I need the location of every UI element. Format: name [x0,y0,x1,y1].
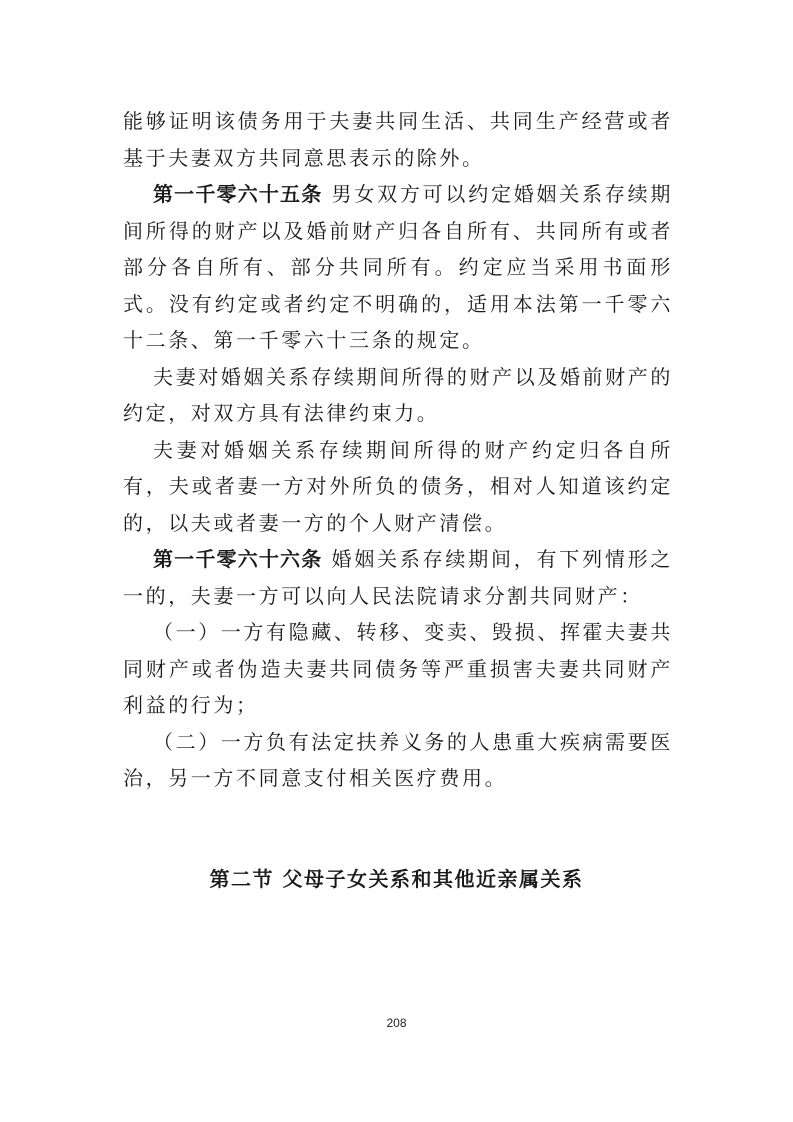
article-1066-paragraph [123,541,673,614]
list-item [123,614,673,724]
paragraph [123,432,673,542]
paragraph-text: 婚姻关系存续期间，有下列情形之一的，夫妻一方可以向人民法院请求分割共同财产： [123,547,673,608]
paragraph [123,359,673,432]
section-heading: 第二节 父母子女关系和其他近亲属关系 [209,867,584,891]
list-item [123,724,673,797]
paragraph-text: （二）一方负有法定扶养义务的人患重大疾病需要医治，另一方不同意支付相关医疗费用。 [123,729,673,790]
paragraph-text: 夫妻对婚姻关系存续期间所得的财产约定归各自所有，夫或者妻一方对外所负的债务，相对人知道该约定的，以夫或者妻一方的个人财产清偿。 [123,437,673,535]
article-1065-paragraph [123,176,673,359]
paragraph-text: （一）一方有隐藏、转移、变卖、毁损、挥霍夫妻共同财产或者伪造夫妻共同债务等严重损害夫妻共同财产利益的行为； [123,620,673,717]
article-label: 第一千零六十六条 [153,547,323,571]
body-text [123,103,673,797]
paragraph-text: 能够证明该债务用于夫妻共同生活、共同生产经营或者基于夫妻双方共同意思表示的除外。 [123,109,673,170]
article-label: 第一千零六十五条 [153,182,323,206]
paragraph-text: 男女双方可以约定婚姻关系存续期间所得的财产以及婚前财产归各自所有、共同所有或者部分各自所有、部分共同所有。约定应当采用书面形式。没有约定或者约定不明确的，适用本法第一千零六十二条、第一千零六十三条的规定。 [123,182,673,352]
paragraph-text: 夫妻对婚姻关系存续期间所得的财产以及婚前财产的约定，对双方具有法律约束力。 [123,364,673,425]
paragraph-continuation [123,103,673,176]
page-number: 208 [386,1016,407,1030]
